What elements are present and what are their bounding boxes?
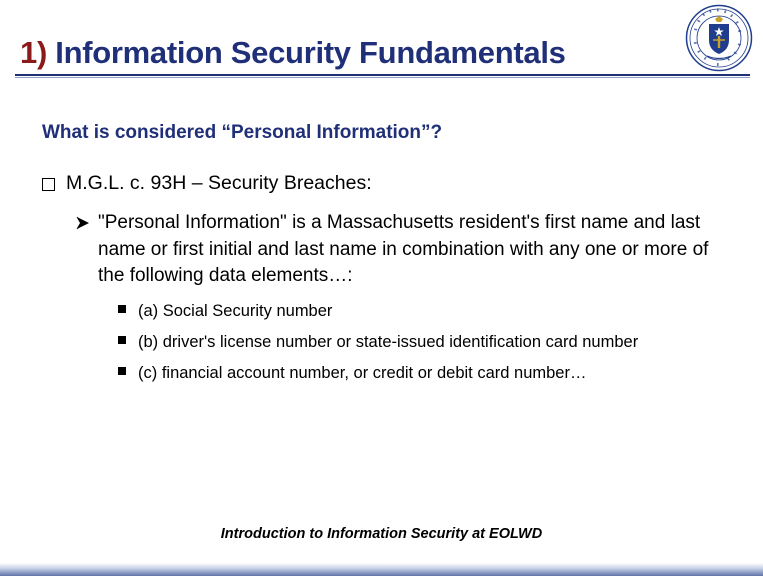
hollow-square-bullet-icon bbox=[42, 178, 55, 191]
bullet-level3-text: (a) Social Security number bbox=[138, 302, 333, 320]
filled-square-bullet-icon bbox=[118, 367, 126, 375]
slide-footer: Introduction to Information Security at EOLWD bbox=[220, 526, 543, 542]
bullet-level3-item bbox=[118, 300, 332, 322]
title-divider bbox=[15, 74, 750, 76]
bullet-level1-text: M.G.L. c. 93H – Security Breaches: bbox=[66, 172, 372, 194]
slide-subtitle: What is considered “Personal Information”? bbox=[42, 122, 443, 143]
filled-square-bullet-icon bbox=[118, 336, 126, 344]
bullet-level2 bbox=[75, 210, 735, 290]
title-divider-shadow bbox=[15, 77, 750, 78]
bullet-level3-text: (c) financial account number, or credit or debit card number… bbox=[138, 364, 587, 382]
bullet-level3-item bbox=[118, 331, 638, 353]
bullet-level1 bbox=[42, 170, 372, 196]
filled-square-bullet-icon bbox=[118, 305, 126, 313]
title-number: 1) bbox=[20, 35, 47, 70]
bullet-level3-item bbox=[118, 362, 586, 384]
arrow-bullet-icon bbox=[75, 210, 93, 236]
massachusetts-seal-icon bbox=[685, 4, 753, 72]
bullet-level2-text: "Personal Information" is a Massachusetts resident's first name and last name or first initial and last name in combination with any one or more of the following data elements…: bbox=[98, 212, 709, 286]
title-text: Information Security Fundamentals bbox=[55, 35, 566, 70]
bullet-level3-text: (b) driver's license number or state-issued identification card number bbox=[138, 333, 639, 351]
bottom-gradient-bar bbox=[0, 563, 763, 576]
slide-title bbox=[20, 33, 566, 73]
